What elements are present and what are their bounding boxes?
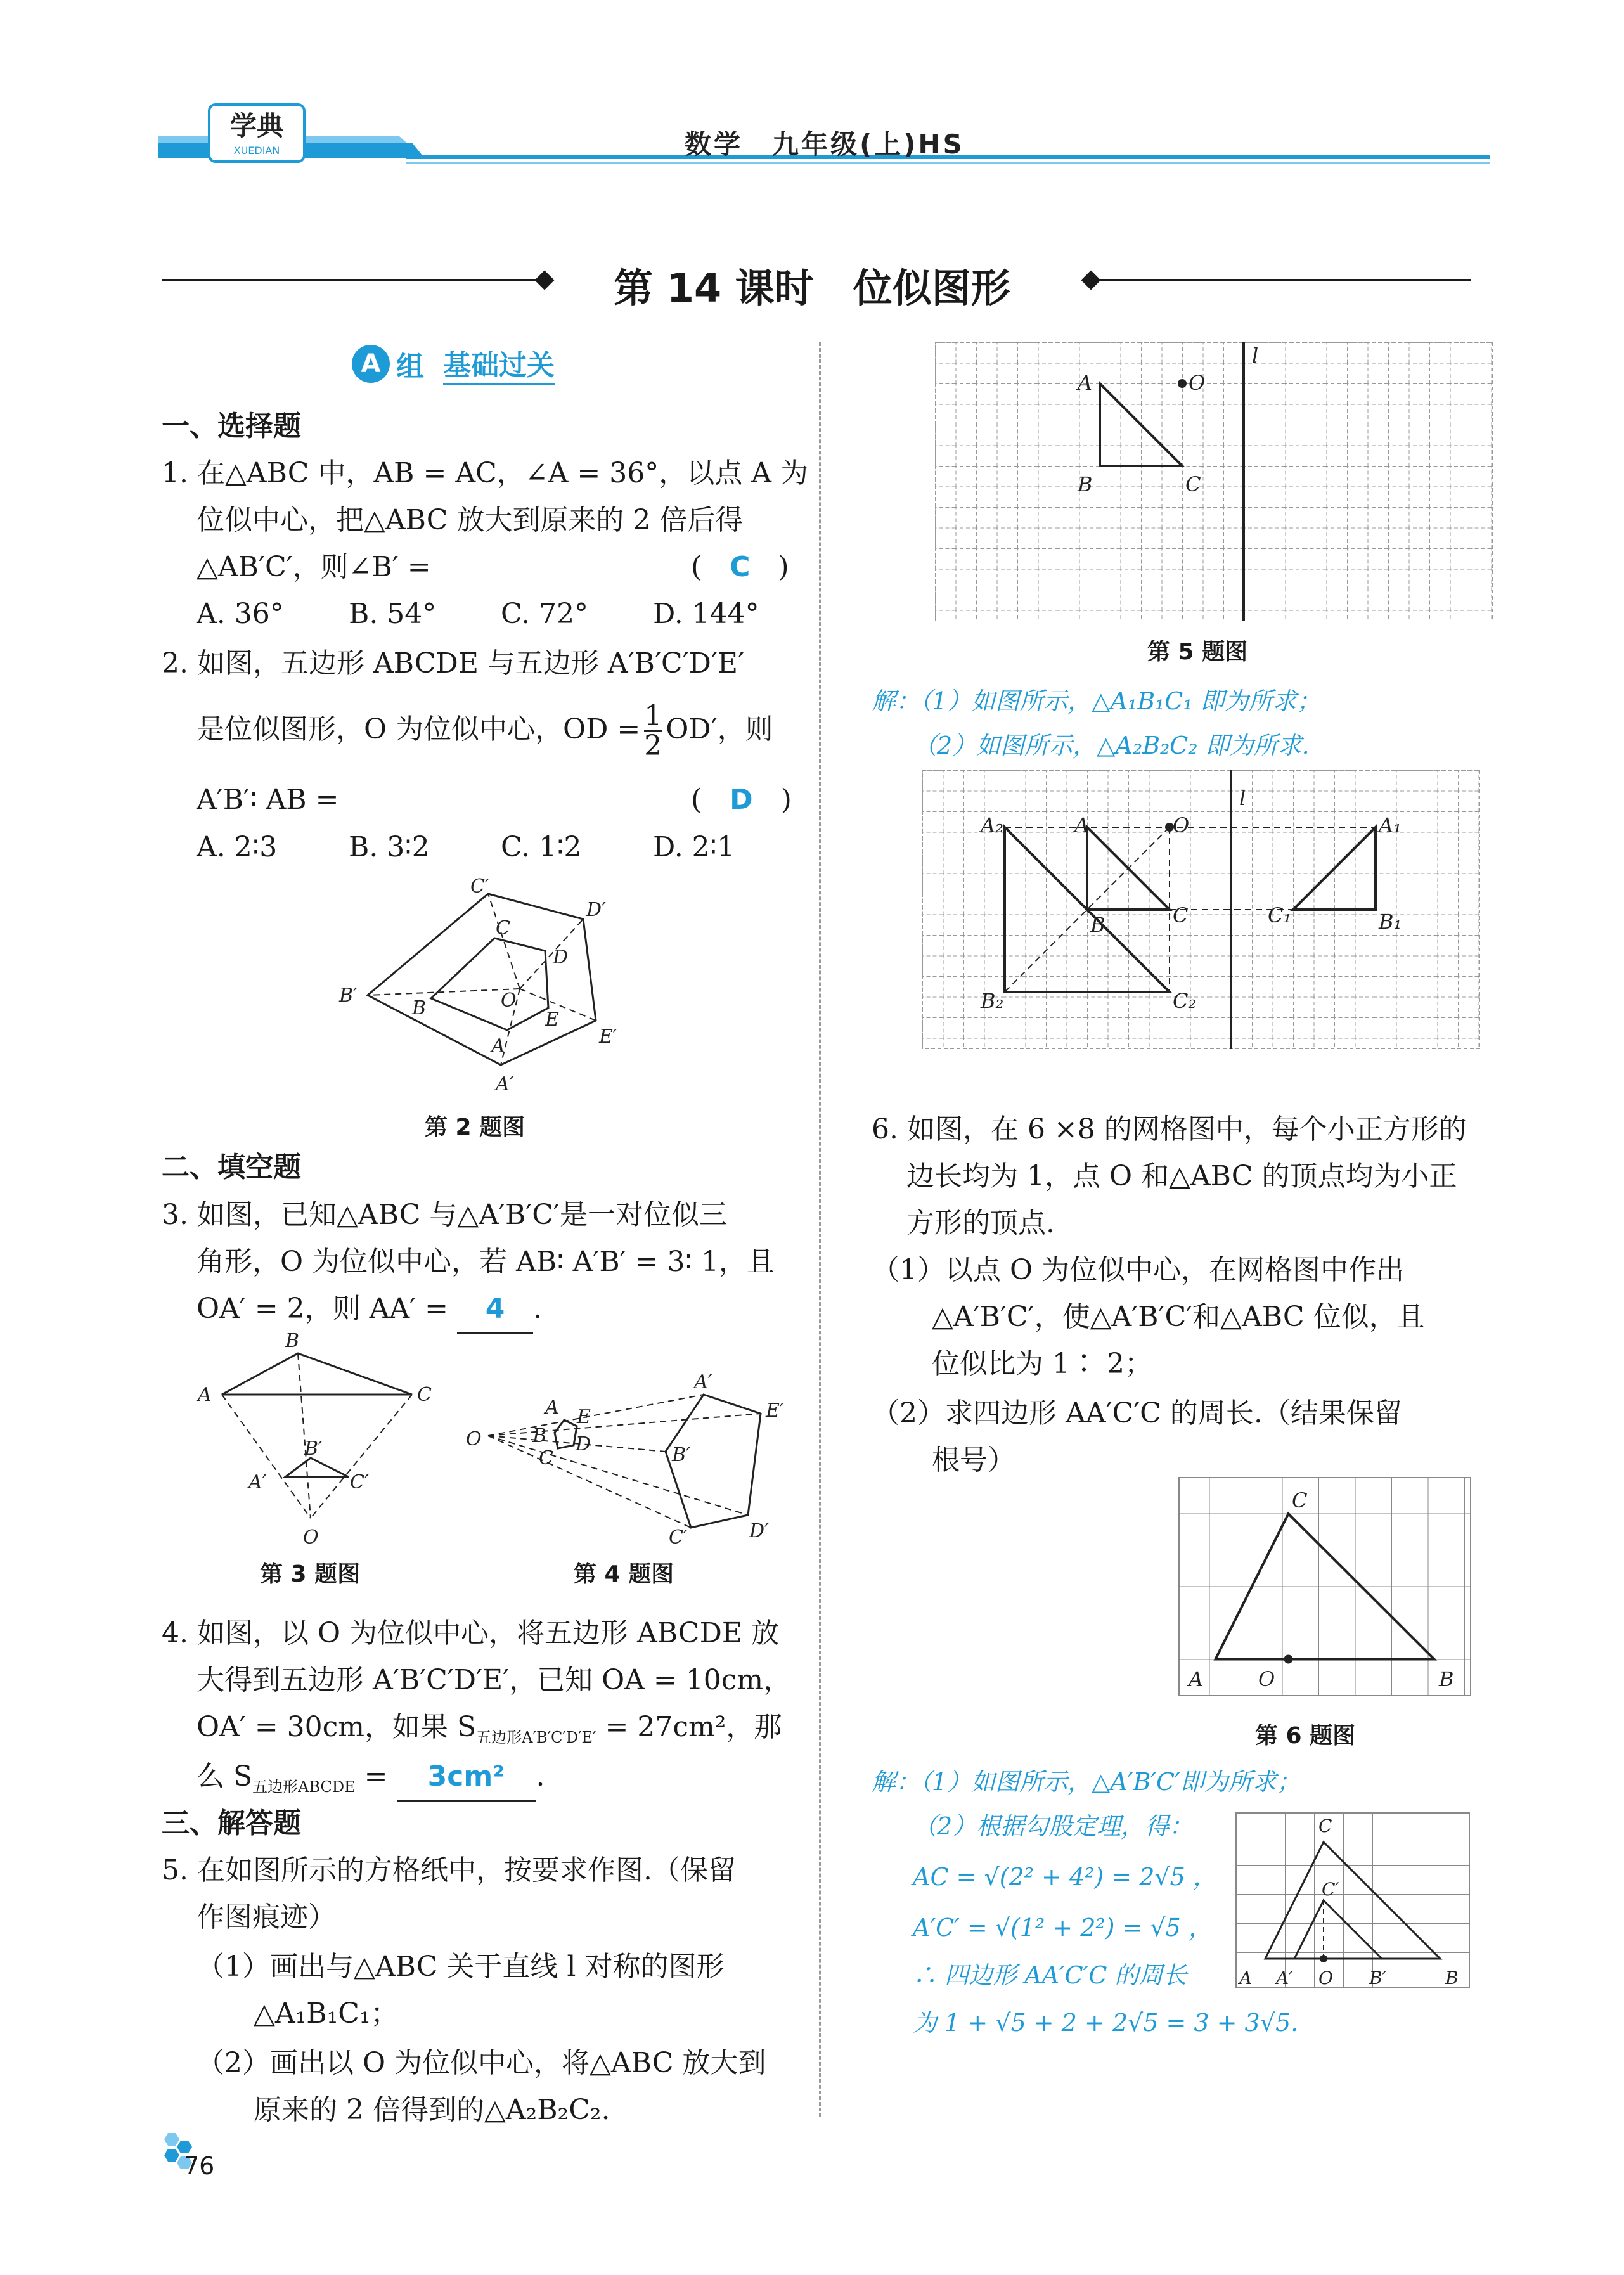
q3-blank (457, 1286, 533, 1334)
q6-label-c: C (1292, 1488, 1308, 1512)
q2-label-b: B (412, 997, 427, 1019)
q4-label-b1: B′ (672, 1444, 690, 1466)
q4-line4-sub: 五边形ABCDE (252, 1777, 356, 1796)
q6-solution-1: 解：（1）如图所示，△A′B′C′即为所求； (872, 1768, 1301, 1796)
q2-outer-pentagon (368, 894, 596, 1065)
section-solve: 三、解答题 (162, 1807, 301, 1840)
logo-text: 学典 (229, 110, 284, 141)
q5-line2: 作图痕迹） (197, 1901, 336, 1933)
q4-caption: 第 4 题图 (574, 1561, 674, 1587)
q4-inner-pentagon (555, 1420, 577, 1448)
q2-label-e1: E′ (599, 1026, 617, 1048)
q6-solution-6: 为 1 + √5 + 2 + 2√5 = 3 + 3√5. (913, 2009, 1299, 2037)
q1-line1: 1. 在△ABC 中，AB = AC，∠A = 36°，以点 A 为 (162, 457, 808, 489)
q3-line3: OA′ = 2，则 AA′ = 4 . (197, 1286, 542, 1334)
q4-label-b: B (532, 1425, 547, 1447)
q3-label-a: A (198, 1384, 212, 1406)
q2-label-o: O (501, 989, 517, 1012)
q2-line2b: OD′，则 (666, 713, 773, 745)
q4-label-a: A (545, 1396, 559, 1419)
q5-caption: 第 5 题图 (1147, 639, 1248, 665)
q2-line2 (197, 702, 773, 760)
q5-sol-label-c: C (1173, 903, 1189, 927)
q3-big-triangle (222, 1353, 412, 1395)
q3-label-c1: C′ (350, 1471, 369, 1493)
q5-line6: 原来的 2 倍得到的△A₂B₂C₂. (254, 2094, 610, 2126)
q5-solution-1: 解：（1）如图所示，△A₁B₁C₁ 即为所求； (872, 687, 1321, 715)
q2-fraction (644, 702, 662, 760)
q5-line1: 5. 在如图所示的方格纸中，按要求作图.（保留 (162, 1854, 736, 1886)
q2-opt-b: B. 3∶2 (349, 831, 430, 863)
q5-figure-original (935, 342, 1493, 621)
q6-line5: △A′B′C′，使△A′B′C′和△ABC 位似，且 (932, 1301, 1425, 1333)
q6-sol-label-c1: C′ (1322, 1879, 1339, 1900)
q5-figure-solution (922, 770, 1480, 1049)
q4-label-o: O (466, 1428, 482, 1450)
q5-solution-2: （2）如图所示，△A₂B₂C₂ 即为所求. (913, 731, 1310, 759)
q6-sol-label-b1: B′ (1369, 1968, 1386, 1988)
q6-line3: 方形的顶点. (906, 1207, 1055, 1239)
q5-label-o: O (1189, 371, 1206, 395)
q5-sol-label-c1: C₁ (1268, 903, 1292, 927)
page-number: 76 (184, 2152, 215, 2180)
q6-line2: 边长均为 1，点 O 和△ABC 的顶点均为小正 (906, 1160, 1457, 1192)
q4-blank (397, 1753, 536, 1802)
q2-frac-num: 1 (644, 700, 662, 732)
group-badge: A (352, 345, 390, 383)
q4-line3a: OA′ = 30cm，如果 S (197, 1711, 477, 1743)
q4-label-d1: D′ (749, 1520, 769, 1542)
q6-solution-4: A′C′ = √(1² + 2²) = √5 ， (913, 1914, 1213, 1942)
q2-label-d: D (553, 946, 569, 969)
q4-ray-lines (488, 1395, 761, 1528)
q4-label-a1: A′ (694, 1371, 712, 1393)
q1-opt-a: A. 36° (197, 598, 284, 630)
q2-opt-d: D. 2∶1 (653, 831, 735, 863)
q1-line2: 位似中心，把△ABC 放大到原来的 2 倍后得 (197, 504, 744, 536)
q2-label-b1: B′ (339, 984, 358, 1007)
q2-label-e: E (545, 1009, 559, 1031)
q5-sol-label-a: A (1074, 813, 1090, 837)
q4-line3-sub: 五边形A′B′C′D′E′ (476, 1728, 596, 1746)
q2-inner-pentagon (431, 938, 548, 1030)
q6-line6: 位似比为 1∶ 2； (932, 1348, 1152, 1380)
q3-answer: 4 (485, 1292, 505, 1325)
q3-label-b: B (285, 1330, 300, 1352)
q4-answer: 3cm² (427, 1760, 505, 1793)
q3-line1: 3. 如图，已知△ABC 与△A′B′C′是一对位似三 (162, 1199, 727, 1231)
q5-label-a: A (1078, 371, 1093, 395)
logo-sub: XUEDIAN (233, 145, 280, 157)
q6-sol-grid (1236, 1813, 1469, 1988)
q6-sol-label-a: A (1239, 1968, 1253, 1988)
q1-opt-b: B. 54° (349, 598, 437, 630)
header-subject: 数学 九年级(上)HS (685, 129, 965, 160)
q1-line3: △AB′C′，则∠B′ = (197, 551, 431, 583)
q2-frac-den: 2 (644, 730, 662, 762)
q5-point-o (1178, 379, 1187, 388)
q4-label-c: C (539, 1447, 553, 1469)
q6-figure (1173, 1477, 1477, 1705)
q4-label-d: D (576, 1433, 591, 1455)
q4-line3b: = 27cm²，那 (596, 1711, 782, 1743)
q4-line1: 4. 如图，以 O 为位似中心，将五边形 ABCDE 放 (162, 1617, 779, 1649)
q4-label-e: E (577, 1406, 591, 1428)
group-name: 基础过关 (443, 342, 555, 385)
q6-line8: 根号） (932, 1444, 1015, 1476)
q1-opt-c: C. 72° (501, 598, 589, 630)
q5-sol-label-o: O (1173, 813, 1190, 837)
q2-ray-lines (368, 894, 596, 1065)
q4-line2: 大得到五边形 A′B′C′D′E′，已知 OA = 10cm， (197, 1664, 792, 1696)
q6-label-a: A (1189, 1667, 1204, 1691)
group-heading (352, 342, 555, 385)
q2-label-c: C (496, 917, 510, 939)
q2-answer-bracket: ( D ) (691, 783, 792, 816)
q5-sol-label-c2: C₂ (1173, 989, 1197, 1013)
q5-label-b: B (1078, 472, 1093, 496)
q2-line3: A′B′∶ AB = (197, 783, 339, 816)
q2-label-d1: D′ (586, 899, 606, 921)
q6-line4: （1）以点 O 为位似中心，在网格图中作出 (872, 1254, 1405, 1286)
q6-solution-5: ∴ 四边形 AA′C′C 的周长 (913, 1961, 1187, 1989)
q6-label-o: O (1258, 1667, 1275, 1691)
q3-caption: 第 3 题图 (260, 1561, 361, 1587)
q5-line5: （2）画出以 O 为位似中心，将△ABC 放大到 (197, 2047, 766, 2079)
q5-sol-label-b: B (1090, 913, 1105, 937)
q5-label-c: C (1185, 472, 1201, 496)
title-rule-right (1090, 279, 1471, 281)
q2-caption: 第 2 题图 (425, 1114, 525, 1140)
q4-label-c1: C′ (669, 1526, 688, 1547)
q1-opt-d: D. 144° (653, 598, 759, 630)
q6-sol-label-a1: A′ (1276, 1968, 1293, 1988)
q6-sol-label-o: O (1318, 1968, 1333, 1988)
q4-figure (463, 1363, 818, 1547)
q5-grid (935, 342, 1493, 621)
q6-grid (1179, 1477, 1471, 1696)
q3-line3-text: OA′ = 2，则 AA′ = (197, 1292, 449, 1325)
q4-line4: 么 $S_{五边形ABCDE} = 3cm^2$ . (197, 1753, 545, 1810)
group-label: 组 (396, 351, 424, 383)
q5-sol-label-a1: A₁ (1379, 813, 1402, 837)
q6-sol-label-b: B (1445, 1968, 1459, 1988)
q2-answer: D (730, 783, 753, 816)
q5-line4: △A₁B₁C₁； (254, 1997, 399, 2030)
q1-answer-bracket: ( C ) (691, 551, 789, 583)
q2-line1: 2. 如图，五边形 ABCDE 与五边形 A′B′C′D′E′ (162, 647, 745, 680)
publisher-logo (158, 98, 425, 168)
q5-line3: （1）画出与△ABC 关于直线 l 对称的图形 (197, 1950, 725, 1983)
q2-label-a1: A′ (496, 1073, 514, 1095)
q6-solution-2: （2）根据勾股定理，得： (913, 1812, 1194, 1840)
q2-figure (330, 868, 659, 1097)
q6-line7: （2）求四边形 AA′C′C 的周长.（结果保留 (872, 1397, 1402, 1429)
q6-solution-figure (1227, 1807, 1480, 1997)
q3-line2: 角形，O 为位似中心，若 AB∶ A′B′ = 3∶ 1，且 (197, 1246, 775, 1278)
q2-opt-a: A. 2∶3 (197, 831, 278, 863)
q6-caption: 第 6 题图 (1255, 1723, 1356, 1749)
q6-line1: 6. 如图，在 6 ×8 的网格图中，每个小正方形的 (872, 1113, 1467, 1145)
q3-label-a1: A′ (248, 1471, 267, 1493)
q2-label-c1: C′ (470, 875, 489, 898)
q6-sol-label-c: C (1318, 1815, 1332, 1836)
q5-label-l: l (1252, 344, 1259, 368)
q4-line4b: = (355, 1760, 388, 1793)
q6-solution-3: AC = √(2² + 4²) = 2√5 ， (913, 1863, 1217, 1891)
q2-opt-c: C. 1∶2 (501, 831, 582, 863)
q6-label-b: B (1439, 1667, 1454, 1691)
q5-sol-label-l: l (1239, 786, 1246, 810)
page-title: 第 14 课时 位似图形 (614, 265, 1010, 311)
q3-small-triangle (285, 1458, 349, 1477)
section-fill: 二、填空题 (162, 1151, 301, 1183)
q4-label-e1: E′ (766, 1400, 784, 1422)
q3-label-c: C (417, 1384, 432, 1406)
column-divider (819, 342, 821, 2117)
q1-answer: C (730, 551, 751, 583)
q2-line2a: 是位似图形，O 为位似中心，OD = (197, 713, 641, 745)
q5-sol-label-b2: B₂ (981, 989, 1004, 1013)
q6-sol-point-o (1320, 1955, 1327, 1962)
q3-label-o: O (303, 1526, 319, 1549)
q4-line3 (197, 1704, 782, 1761)
q4-line4a: 么 S (197, 1760, 253, 1793)
q5-sol-label-a2: A₂ (981, 813, 1003, 837)
q5-sol-label-b1: B₁ (1379, 910, 1402, 934)
q6-point-o (1284, 1655, 1293, 1664)
q2-label-a: A (491, 1035, 505, 1057)
q3-figure (190, 1325, 456, 1553)
q3-label-b1: B′ (304, 1438, 323, 1460)
section-choice: 一、选择题 (162, 410, 301, 442)
